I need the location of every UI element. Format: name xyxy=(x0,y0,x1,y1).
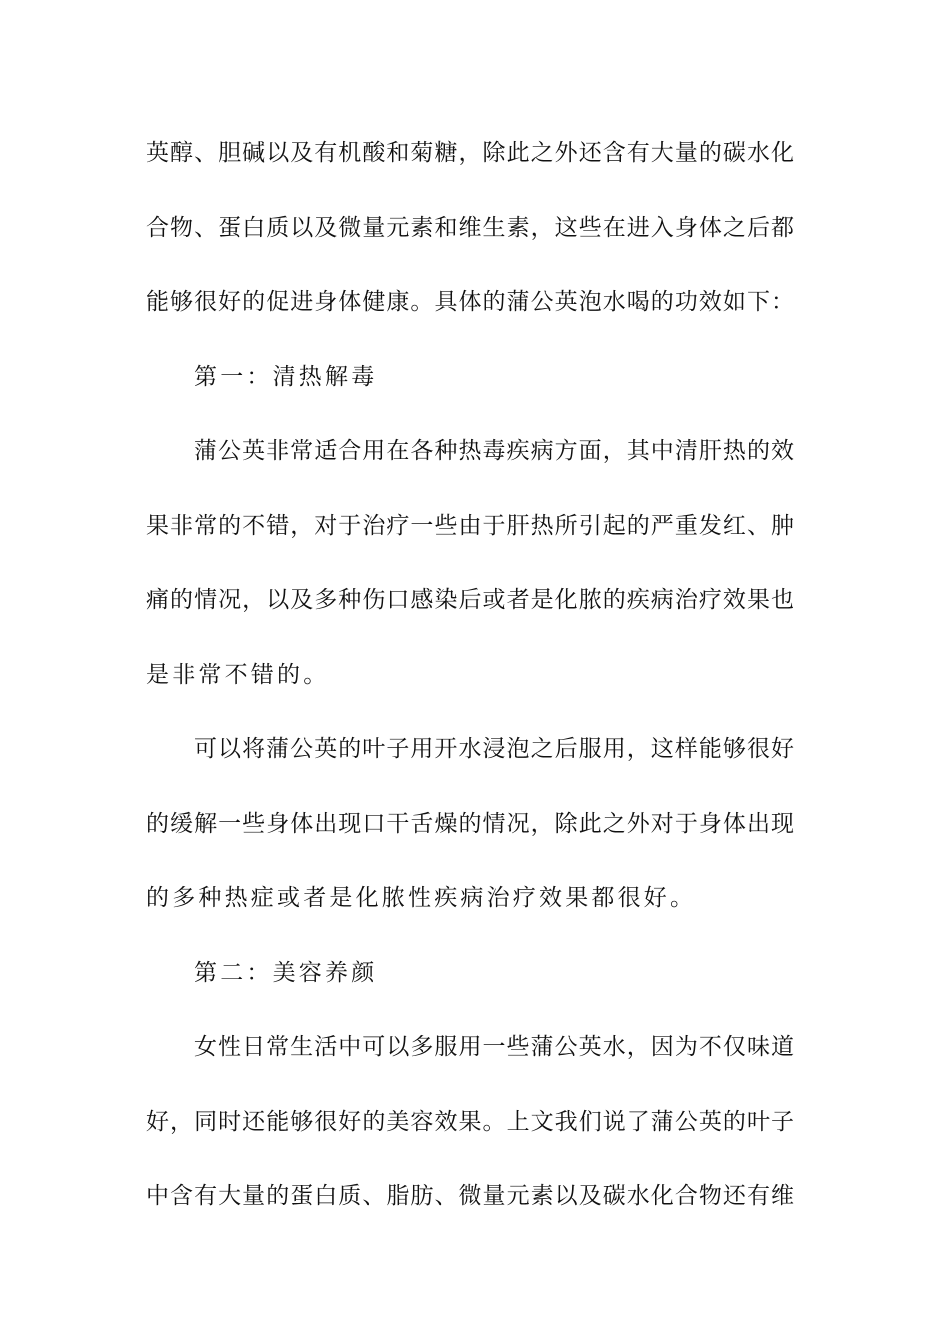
text-line: 能够很好的促进身体健康。具体的蒲公英泡水喝的功效如下： xyxy=(146,289,794,315)
text-line: 的缓解一些身体出现口干舌燥的情况，除此之外对于身体出现 xyxy=(146,810,794,837)
document-body xyxy=(146,128,794,1246)
section-heading: 第一：清热解毒 xyxy=(194,363,378,390)
text-line: 蒲公英非常适合用在各种热毒疾病方面，其中清肝热的效 xyxy=(194,438,794,464)
text-line: 的多种热症或者是化脓性疾病治疗效果都很好。 xyxy=(146,885,697,911)
text-line: 英醇、胆碱以及有机酸和菊糖，除此之外还含有大量的碳水化 xyxy=(146,140,794,166)
text-line: 果非常的不错，对于治疗一些由于肝热所引起的严重发红、肿 xyxy=(146,512,794,539)
section-heading: 第二：美容养颜 xyxy=(194,959,378,986)
text-line: 中含有大量的蛋白质、脂肪、微量元素以及碳水化合物还有维 xyxy=(146,1183,794,1209)
text-line: 合物、蛋白质以及微量元素和维生素，这些在进入身体之后都 xyxy=(146,214,794,241)
text-line: 女性日常生活中可以多服用一些蒲公英水，因为不仅味道 xyxy=(194,1034,794,1060)
text-line: 好，同时还能够很好的美容效果。上文我们说了蒲公英的叶子 xyxy=(146,1108,794,1135)
text-line: 痛的情况，以及多种伤口感染后或者是化脓的疾病治疗效果也 xyxy=(146,587,794,613)
text-line: 是非常不错的。 xyxy=(146,661,330,688)
text-line: 可以将蒲公英的叶子用开水浸泡之后服用，这样能够很好 xyxy=(194,736,794,762)
